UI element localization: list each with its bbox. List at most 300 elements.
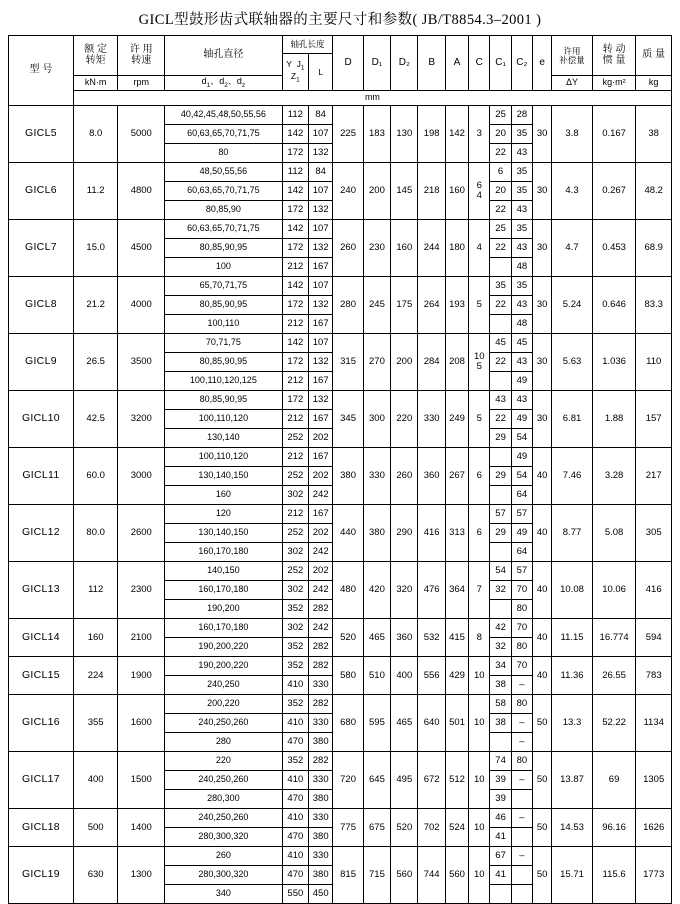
- cell-D2: 360: [391, 619, 418, 657]
- header-bore-length: 轴孔长度: [282, 36, 333, 54]
- cell-model: GICL7: [9, 220, 74, 277]
- cell-bore-len-yj: 172: [282, 353, 308, 372]
- cell-C2: –: [511, 847, 532, 866]
- header-compensation-sym: ΔY: [552, 76, 593, 91]
- cell-C1: 45: [490, 334, 511, 353]
- cell-bore-diameter: 240,250,260: [165, 771, 283, 790]
- cell-D: 240: [333, 163, 363, 220]
- cell-bore-len-yj: 410: [282, 809, 308, 828]
- cell-allow-speed: 2300: [118, 562, 165, 619]
- cell-bore-diameter: 240,250,260: [165, 809, 283, 828]
- cell-bore-diameter: 80,85,90,95: [165, 239, 283, 258]
- cell-e: 50: [533, 847, 552, 904]
- cell-bore-len-yj: 212: [282, 448, 308, 467]
- cell-bore-len-yj: 212: [282, 505, 308, 524]
- cell-C: 6 4: [469, 163, 490, 220]
- cell-bore-len-z: 380: [309, 866, 333, 885]
- cell-bore-len-yj: 302: [282, 581, 308, 600]
- cell-C: 8: [469, 619, 490, 657]
- cell-C2: 54: [511, 467, 532, 486]
- cell-allow-speed: 3500: [118, 334, 165, 391]
- cell-bore-diameter: 280,300: [165, 790, 283, 809]
- cell-bore-len-yj: 142: [282, 220, 308, 239]
- cell-D2: 130: [391, 106, 418, 163]
- table-header-row-4-units: [9, 91, 672, 106]
- cell-rated-torque: 42.5: [73, 391, 118, 448]
- cell-allow-speed: 5000: [118, 106, 165, 163]
- cell-bore-diameter: 280,300,320: [165, 866, 283, 885]
- cell-bore-diameter: 260: [165, 847, 283, 866]
- header-mass-unit: kg: [636, 76, 672, 91]
- cell-bore-len-z: 167: [309, 410, 333, 429]
- cell-D1: 230: [363, 220, 390, 277]
- cell-C2: 49: [511, 524, 532, 543]
- cell-allow-speed: 1600: [118, 695, 165, 752]
- header-allow-speed: 许 用 转速: [118, 36, 165, 76]
- cell-D: 280: [333, 277, 363, 334]
- cell-C1: 58: [490, 695, 511, 714]
- cell-C1: 32: [490, 638, 511, 657]
- cell-bore-diameter: 60,63,65,70,71,75: [165, 220, 283, 239]
- cell-D: 680: [333, 695, 363, 752]
- cell-C2: 57: [511, 505, 532, 524]
- cell-A: 160: [445, 163, 468, 220]
- cell-e: 40: [533, 562, 552, 619]
- cell-bore-len-z: 330: [309, 809, 333, 828]
- cell-model: GICL14: [9, 619, 74, 657]
- cell-compensation: 8.77: [552, 505, 593, 562]
- cell-bore-diameter: 130,140,150: [165, 524, 283, 543]
- cell-C2: 48: [511, 315, 532, 334]
- cell-C2: 35: [511, 125, 532, 144]
- cell-D2: 220: [391, 391, 418, 448]
- cell-bore-diameter: 190,200: [165, 600, 283, 619]
- cell-mass: 217: [636, 448, 672, 505]
- header-bore-len-l: L: [309, 54, 333, 91]
- cell-C: 10: [469, 809, 490, 847]
- cell-C2: 43: [511, 239, 532, 258]
- cell-model: GICL18: [9, 809, 74, 847]
- cell-mass: 157: [636, 391, 672, 448]
- cell-bore-diameter: 190,200,220: [165, 657, 283, 676]
- cell-C1: 38: [490, 676, 511, 695]
- cell-bore-len-yj: 172: [282, 144, 308, 163]
- cell-bore-diameter: 60,63,65,70,71,75: [165, 182, 283, 201]
- cell-bore-len-yj: 212: [282, 315, 308, 334]
- cell-bore-diameter: 160,170,180: [165, 543, 283, 562]
- table-row: [9, 619, 672, 638]
- cell-allow-speed: 2100: [118, 619, 165, 657]
- cell-inertia: 5.08: [592, 505, 636, 562]
- cell-bore-len-yj: 112: [282, 106, 308, 125]
- cell-C1: 25: [490, 106, 511, 125]
- cell-A: 524: [445, 809, 468, 847]
- cell-D: 345: [333, 391, 363, 448]
- cell-B: 330: [418, 391, 445, 448]
- cell-C1: 41: [490, 866, 511, 885]
- cell-rated-torque: 8.0: [73, 106, 118, 163]
- cell-bore-len-z: 380: [309, 733, 333, 752]
- cell-bore-len-z: 167: [309, 448, 333, 467]
- cell-allow-speed: 1400: [118, 809, 165, 847]
- cell-bore-len-z: 167: [309, 505, 333, 524]
- cell-bore-len-z: 107: [309, 220, 333, 239]
- cell-e: 50: [533, 809, 552, 847]
- cell-C2: 80: [511, 752, 532, 771]
- cell-C1: 6: [490, 163, 511, 182]
- header-inertia: 转 动 惯 量: [592, 36, 636, 76]
- cell-B: 218: [418, 163, 445, 220]
- cell-C1: [490, 733, 511, 752]
- page-title: GICL型鼓形齿式联轴器的主要尺寸和参数( JB/T8854.3–2001 ): [138, 12, 542, 28]
- cell-C1: [490, 486, 511, 505]
- cell-bore-len-yj: 142: [282, 125, 308, 144]
- cell-bore-diameter: 240,250,260: [165, 714, 283, 733]
- cell-D2: 200: [391, 334, 418, 391]
- cell-mass: 305: [636, 505, 672, 562]
- cell-bore-len-z: 107: [309, 334, 333, 353]
- cell-D2: 290: [391, 505, 418, 562]
- cell-inertia: 115.6: [592, 847, 636, 904]
- cell-C2: –: [511, 714, 532, 733]
- cell-D: 815: [333, 847, 363, 904]
- cell-allow-speed: 3200: [118, 391, 165, 448]
- cell-bore-len-yj: 352: [282, 600, 308, 619]
- cell-e: 30: [533, 220, 552, 277]
- cell-bore-len-z: 450: [309, 885, 333, 904]
- cell-bore-len-yj: 410: [282, 714, 308, 733]
- cell-D2: 160: [391, 220, 418, 277]
- cell-bore-len-yj: 352: [282, 752, 308, 771]
- cell-e: 40: [533, 448, 552, 505]
- cell-D: 225: [333, 106, 363, 163]
- cell-compensation: 4.7: [552, 220, 593, 277]
- cell-bore-len-yj: 212: [282, 372, 308, 391]
- cell-compensation: 3.8: [552, 106, 593, 163]
- cell-A: 415: [445, 619, 468, 657]
- cell-rated-torque: 112: [73, 562, 118, 619]
- cell-D2: 175: [391, 277, 418, 334]
- cell-B: 672: [418, 752, 445, 809]
- cell-C1: 29: [490, 524, 511, 543]
- cell-C: 7: [469, 562, 490, 619]
- cell-mass: 38: [636, 106, 672, 163]
- cell-bore-len-yj: 252: [282, 429, 308, 448]
- cell-bore-diameter: 220: [165, 752, 283, 771]
- cell-e: 30: [533, 277, 552, 334]
- cell-bore-diameter: 160,170,180: [165, 581, 283, 600]
- cell-compensation: 14.53: [552, 809, 593, 847]
- cell-B: 264: [418, 277, 445, 334]
- cell-bore-diameter: 160,170,180: [165, 619, 283, 638]
- cell-model: GICL8: [9, 277, 74, 334]
- cell-D1: 183: [363, 106, 390, 163]
- cell-rated-torque: 400: [73, 752, 118, 809]
- cell-e: 50: [533, 752, 552, 809]
- cell-bore-len-z: 132: [309, 201, 333, 220]
- cell-C: 10: [469, 752, 490, 809]
- cell-allow-speed: 4500: [118, 220, 165, 277]
- cell-C: 10: [469, 847, 490, 904]
- cell-allow-speed: 2600: [118, 505, 165, 562]
- cell-D: 520: [333, 619, 363, 657]
- header-D2: D₂: [391, 36, 418, 91]
- cell-D: 580: [333, 657, 363, 695]
- header-D: D: [333, 36, 363, 91]
- cell-C1: 74: [490, 752, 511, 771]
- cell-model: GICL15: [9, 657, 74, 695]
- cell-bore-diameter: 160: [165, 486, 283, 505]
- cell-C1: 39: [490, 771, 511, 790]
- cell-C2: 80: [511, 695, 532, 714]
- cell-C1: 42: [490, 619, 511, 638]
- cell-C2: 64: [511, 543, 532, 562]
- cell-bore-len-yj: 550: [282, 885, 308, 904]
- cell-bore-len-z: 202: [309, 524, 333, 543]
- cell-C1: 22: [490, 353, 511, 372]
- header-bore-len-yj: Y $J_1$ $Z_1$: [282, 54, 308, 91]
- cell-B: 360: [418, 448, 445, 505]
- cell-inertia: 0.646: [592, 277, 636, 334]
- cell-bore-len-z: 167: [309, 258, 333, 277]
- cell-model: GICL16: [9, 695, 74, 752]
- cell-inertia: 52.22: [592, 695, 636, 752]
- cell-D: 380: [333, 448, 363, 505]
- cell-mass: 416: [636, 562, 672, 619]
- cell-e: 30: [533, 391, 552, 448]
- cell-D1: 300: [363, 391, 390, 448]
- cell-bore-len-yj: 172: [282, 296, 308, 315]
- cell-bore-diameter: 200,220: [165, 695, 283, 714]
- cell-B: 744: [418, 847, 445, 904]
- cell-A: 501: [445, 695, 468, 752]
- cell-bore-diameter: 190,200,220: [165, 638, 283, 657]
- cell-C1: [490, 448, 511, 467]
- cell-mass: 68.9: [636, 220, 672, 277]
- table-row: [9, 448, 672, 467]
- cell-inertia: 0.267: [592, 163, 636, 220]
- cell-bore-len-yj: 352: [282, 638, 308, 657]
- cell-C2: 54: [511, 429, 532, 448]
- cell-A: 249: [445, 391, 468, 448]
- header-bore-diameter: 轴孔直径: [165, 36, 283, 76]
- cell-model: GICL11: [9, 448, 74, 505]
- header-A: A: [445, 36, 468, 91]
- cell-model: GICL9: [9, 334, 74, 391]
- cell-C2: [511, 790, 532, 809]
- cell-D1: 675: [363, 809, 390, 847]
- cell-bore-len-yj: 410: [282, 676, 308, 695]
- cell-model: GICL17: [9, 752, 74, 809]
- cell-bore-diameter: 100,110,120,125: [165, 372, 283, 391]
- cell-C2: 43: [511, 353, 532, 372]
- cell-C1: [490, 600, 511, 619]
- table-row: [9, 505, 672, 524]
- cell-model: GICL12: [9, 505, 74, 562]
- cell-compensation: 6.81: [552, 391, 593, 448]
- cell-A: 364: [445, 562, 468, 619]
- table-row: [9, 752, 672, 771]
- cell-D1: 330: [363, 448, 390, 505]
- cell-B: 284: [418, 334, 445, 391]
- cell-B: 476: [418, 562, 445, 619]
- cell-B: 556: [418, 657, 445, 695]
- cell-C2: 64: [511, 486, 532, 505]
- cell-C2: 43: [511, 201, 532, 220]
- cell-C2: 35: [511, 220, 532, 239]
- cell-D: 775: [333, 809, 363, 847]
- cell-inertia: 0.167: [592, 106, 636, 163]
- cell-compensation: 10.08: [552, 562, 593, 619]
- cell-bore-len-z: 282: [309, 600, 333, 619]
- cell-C: 6: [469, 505, 490, 562]
- cell-bore-diameter: 340: [165, 885, 283, 904]
- cell-C1: [490, 315, 511, 334]
- cell-bore-len-z: 330: [309, 676, 333, 695]
- cell-D2: 560: [391, 847, 418, 904]
- cell-D2: 495: [391, 752, 418, 809]
- cell-model: GICL6: [9, 163, 74, 220]
- header-e: e: [533, 36, 552, 91]
- cell-D: 440: [333, 505, 363, 562]
- cell-bore-len-yj: 470: [282, 790, 308, 809]
- cell-bore-diameter: 80,85,90,95: [165, 353, 283, 372]
- cell-C1: 32: [490, 581, 511, 600]
- cell-C2: 57: [511, 562, 532, 581]
- cell-compensation: 5.63: [552, 334, 593, 391]
- cell-e: 40: [533, 619, 552, 657]
- table-row: [9, 695, 672, 714]
- cell-C2: [511, 866, 532, 885]
- cell-D: 480: [333, 562, 363, 619]
- header-inertia-unit: kg·m²: [592, 76, 636, 91]
- cell-bore-diameter: 48,50,55,56: [165, 163, 283, 182]
- cell-C: 5: [469, 391, 490, 448]
- cell-C1: 20: [490, 125, 511, 144]
- cell-D2: 400: [391, 657, 418, 695]
- cell-C2: 35: [511, 277, 532, 296]
- cell-inertia: 3.28: [592, 448, 636, 505]
- cell-e: 30: [533, 334, 552, 391]
- cell-bore-len-z: 107: [309, 182, 333, 201]
- cell-B: 198: [418, 106, 445, 163]
- cell-bore-len-yj: 470: [282, 733, 308, 752]
- cell-C2: 70: [511, 657, 532, 676]
- cell-C1: 29: [490, 467, 511, 486]
- cell-allow-speed: 1300: [118, 847, 165, 904]
- cell-C1: 46: [490, 809, 511, 828]
- cell-allow-speed: 4000: [118, 277, 165, 334]
- cell-mass: 1626: [636, 809, 672, 847]
- cell-B: 244: [418, 220, 445, 277]
- cell-C1: 22: [490, 201, 511, 220]
- cell-model: GICL19: [9, 847, 74, 904]
- cell-D: 315: [333, 334, 363, 391]
- cell-D1: 245: [363, 277, 390, 334]
- cell-C: 10: [469, 695, 490, 752]
- cell-e: 50: [533, 695, 552, 752]
- header-C2: C₂: [511, 36, 532, 91]
- cell-bore-len-z: 167: [309, 372, 333, 391]
- header-C1: C₁: [490, 36, 511, 91]
- header-rated-torque: 额 定 转矩: [73, 36, 118, 76]
- cell-allow-speed: 1500: [118, 752, 165, 809]
- cell-bore-len-yj: 470: [282, 866, 308, 885]
- cell-C2: [511, 828, 532, 847]
- cell-C: 3: [469, 106, 490, 163]
- cell-bore-len-yj: 410: [282, 847, 308, 866]
- cell-mass: 1305: [636, 752, 672, 809]
- cell-bore-diameter: 40,42,45,48,50,55,56: [165, 106, 283, 125]
- cell-inertia: 16.774: [592, 619, 636, 657]
- cell-B: 532: [418, 619, 445, 657]
- cell-bore-len-z: 132: [309, 391, 333, 410]
- cell-C2: 49: [511, 410, 532, 429]
- cell-C1: 20: [490, 182, 511, 201]
- cell-C1: 25: [490, 220, 511, 239]
- cell-A: 267: [445, 448, 468, 505]
- cell-C1: 34: [490, 657, 511, 676]
- header-compensation: 许用 补偿量: [552, 36, 593, 76]
- cell-bore-len-yj: 410: [282, 771, 308, 790]
- table-row: [9, 847, 672, 866]
- cell-C: 4: [469, 220, 490, 277]
- cell-mass: 594: [636, 619, 672, 657]
- cell-inertia: 69: [592, 752, 636, 809]
- cell-D2: 145: [391, 163, 418, 220]
- specification-table: [8, 35, 672, 904]
- cell-model: GICL5: [9, 106, 74, 163]
- table-row: [9, 809, 672, 828]
- cell-C1: 39: [490, 790, 511, 809]
- cell-rated-torque: 26.5: [73, 334, 118, 391]
- header-mm: mm: [73, 91, 671, 106]
- cell-bore-diameter: 280: [165, 733, 283, 752]
- cell-C2: 49: [511, 372, 532, 391]
- header-speed-unit: rpm: [118, 76, 165, 91]
- cell-C2: 70: [511, 619, 532, 638]
- cell-C2: 35: [511, 163, 532, 182]
- cell-bore-diameter: 140,150: [165, 562, 283, 581]
- cell-bore-len-z: 282: [309, 695, 333, 714]
- header-bore-dia-sym: $d_1$、$d_2$、$d_z$: [165, 76, 283, 91]
- cell-C1: 54: [490, 562, 511, 581]
- cell-bore-len-yj: 172: [282, 391, 308, 410]
- cell-D1: 465: [363, 619, 390, 657]
- cell-A: 560: [445, 847, 468, 904]
- cell-C1: [490, 258, 511, 277]
- cell-C1: 29: [490, 429, 511, 448]
- cell-bore-len-z: 84: [309, 163, 333, 182]
- cell-C1: 22: [490, 239, 511, 258]
- cell-allow-speed: 3000: [118, 448, 165, 505]
- cell-mass: 83.3: [636, 277, 672, 334]
- cell-e: 30: [533, 106, 552, 163]
- cell-bore-len-yj: 142: [282, 277, 308, 296]
- cell-bore-len-yj: 172: [282, 239, 308, 258]
- cell-D2: 320: [391, 562, 418, 619]
- cell-bore-len-yj: 212: [282, 410, 308, 429]
- cell-bore-len-yj: 112: [282, 163, 308, 182]
- cell-C2: 80: [511, 600, 532, 619]
- cell-bore-len-z: 330: [309, 847, 333, 866]
- cell-mass: 110: [636, 334, 672, 391]
- cell-bore-diameter: 120: [165, 505, 283, 524]
- cell-bore-diameter: 70,71,75: [165, 334, 283, 353]
- cell-C2: 43: [511, 144, 532, 163]
- cell-compensation: 4.3: [552, 163, 593, 220]
- cell-D1: 380: [363, 505, 390, 562]
